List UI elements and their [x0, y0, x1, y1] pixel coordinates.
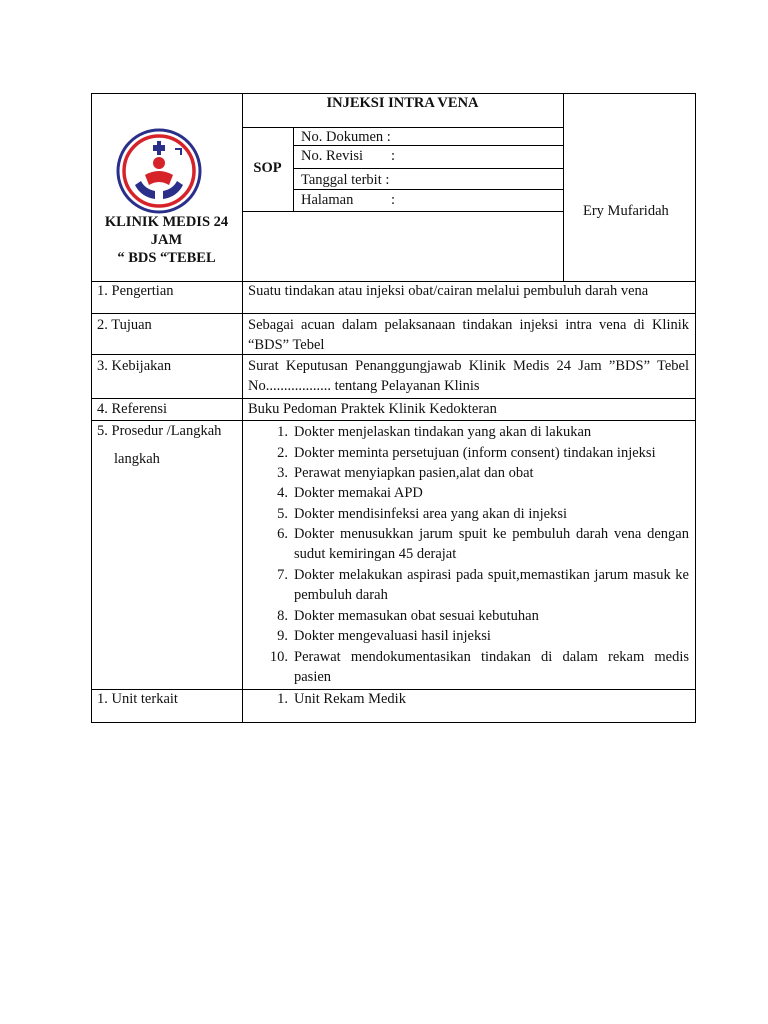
text-pengertian: Suatu tindakan atau injeksi obat/cairan melalui pembuluh darah vena — [248, 283, 649, 299]
unit-item-number: 1. — [277, 691, 288, 707]
label-prosedur-line1: 5. Prosedur /Langkah — [97, 423, 222, 439]
procedure-step-number: 3. — [277, 465, 288, 481]
label-prosedur-line2: langkah — [114, 451, 160, 467]
label-unit-terkait: 1. Unit terkait — [97, 691, 178, 707]
title-underline — [242, 127, 563, 128]
procedure-step-text: Dokter mengevaluasi hasil injeksi — [294, 628, 491, 644]
procedure-step-number: 8. — [277, 608, 288, 624]
table-border-bottom — [91, 722, 696, 723]
procedure-step-number: 4. — [277, 485, 288, 501]
procedure-step-text: Perawat menyiapkan pasien,alat dan obat — [294, 465, 534, 481]
procedure-step-text: Dokter menusukkan jarum spuit ke pembuluh darah vena dengan sudut kemiringan 45 derajat — [294, 526, 689, 562]
procedure-step-number: 9. — [277, 628, 288, 644]
procedure-step-number: 7. — [277, 567, 288, 583]
header-divider-left — [242, 93, 243, 281]
field-tanggal-terbit: Tanggal terbit : — [301, 172, 390, 188]
procedure-step-text: Dokter memasukan obat sesuai kebutuhan — [294, 608, 539, 624]
field-no-dokumen: No. Dokumen : — [301, 129, 391, 145]
procedure-step-number: 1. — [277, 424, 288, 440]
field-line-2 — [293, 168, 563, 169]
field-halaman-colon: : — [391, 192, 396, 208]
clinic-name-line2: JAM — [150, 232, 183, 248]
procedure-step-text: Dokter meminta persetujuan (inform consent) tindakan injeksi — [294, 445, 656, 461]
sop-divider — [293, 127, 294, 211]
field-no-revisi-colon: : — [391, 148, 396, 164]
label-referensi: 4. Referensi — [97, 401, 168, 417]
sop-label: SOP — [253, 160, 282, 176]
procedure-step-number: 5. — [277, 506, 288, 522]
clinic-logo — [115, 127, 203, 215]
procedure-step-text: Dokter menjelaskan tindakan yang akan di lakukan — [294, 424, 592, 440]
label-tujuan: 2. Tujuan — [97, 317, 152, 333]
header-divider-right — [563, 93, 564, 281]
clinic-name-line1: KLINIK MEDIS 24 — [104, 214, 229, 230]
procedure-step-text: Perawat mendokumentasikan tindakan di dalam rekam medis pasien — [294, 649, 689, 685]
table-border-left — [91, 93, 92, 723]
procedure-step-number: 10. — [269, 649, 288, 665]
document-title: INJEKSI INTRA VENA — [326, 95, 479, 111]
procedure-step-number: 6. — [277, 526, 288, 542]
body-column-divider — [242, 281, 243, 723]
text-referensi: Buku Pedoman Praktek Klinik Kedokteran — [248, 401, 497, 417]
clinic-name-line3: “ BDS “TEBEL — [117, 250, 216, 266]
label-kebijakan: 3. Kebijakan — [97, 358, 172, 374]
procedure-step-number: 2. — [277, 445, 288, 461]
field-halaman-label: Halaman — [301, 192, 354, 208]
sop-table — [91, 93, 696, 723]
text-tujuan: Sebagai acuan dalam pelaksanaan tindakan injeksi intra vena di Klinik “BDS” Tebel — [248, 317, 689, 353]
table-border-right — [695, 93, 696, 723]
text-kebijakan: Surat Keputusan Penanggungjawab Klinik Medis 24 Jam ”BDS” Tebel No.................. tentang Pelayanan Klinis — [248, 358, 689, 394]
procedure-step-text: Dokter melakukan aspirasi pada spuit,memastikan jarum masuk ke pembuluh darah — [294, 567, 689, 603]
procedure-step-text: Dokter memakai APD — [294, 485, 423, 501]
field-no-revisi-label: No. Revisi — [301, 148, 364, 164]
field-line-4 — [242, 211, 563, 212]
row-line-pengertian — [91, 313, 696, 314]
label-pengertian: 1. Pengertian — [97, 283, 174, 299]
unit-item-text: Unit Rekam Medik — [294, 691, 406, 707]
procedure-step-text: Dokter mendisinfeksi area yang akan di injeksi — [294, 506, 568, 522]
author-name: Ery Mufaridah — [583, 203, 669, 219]
